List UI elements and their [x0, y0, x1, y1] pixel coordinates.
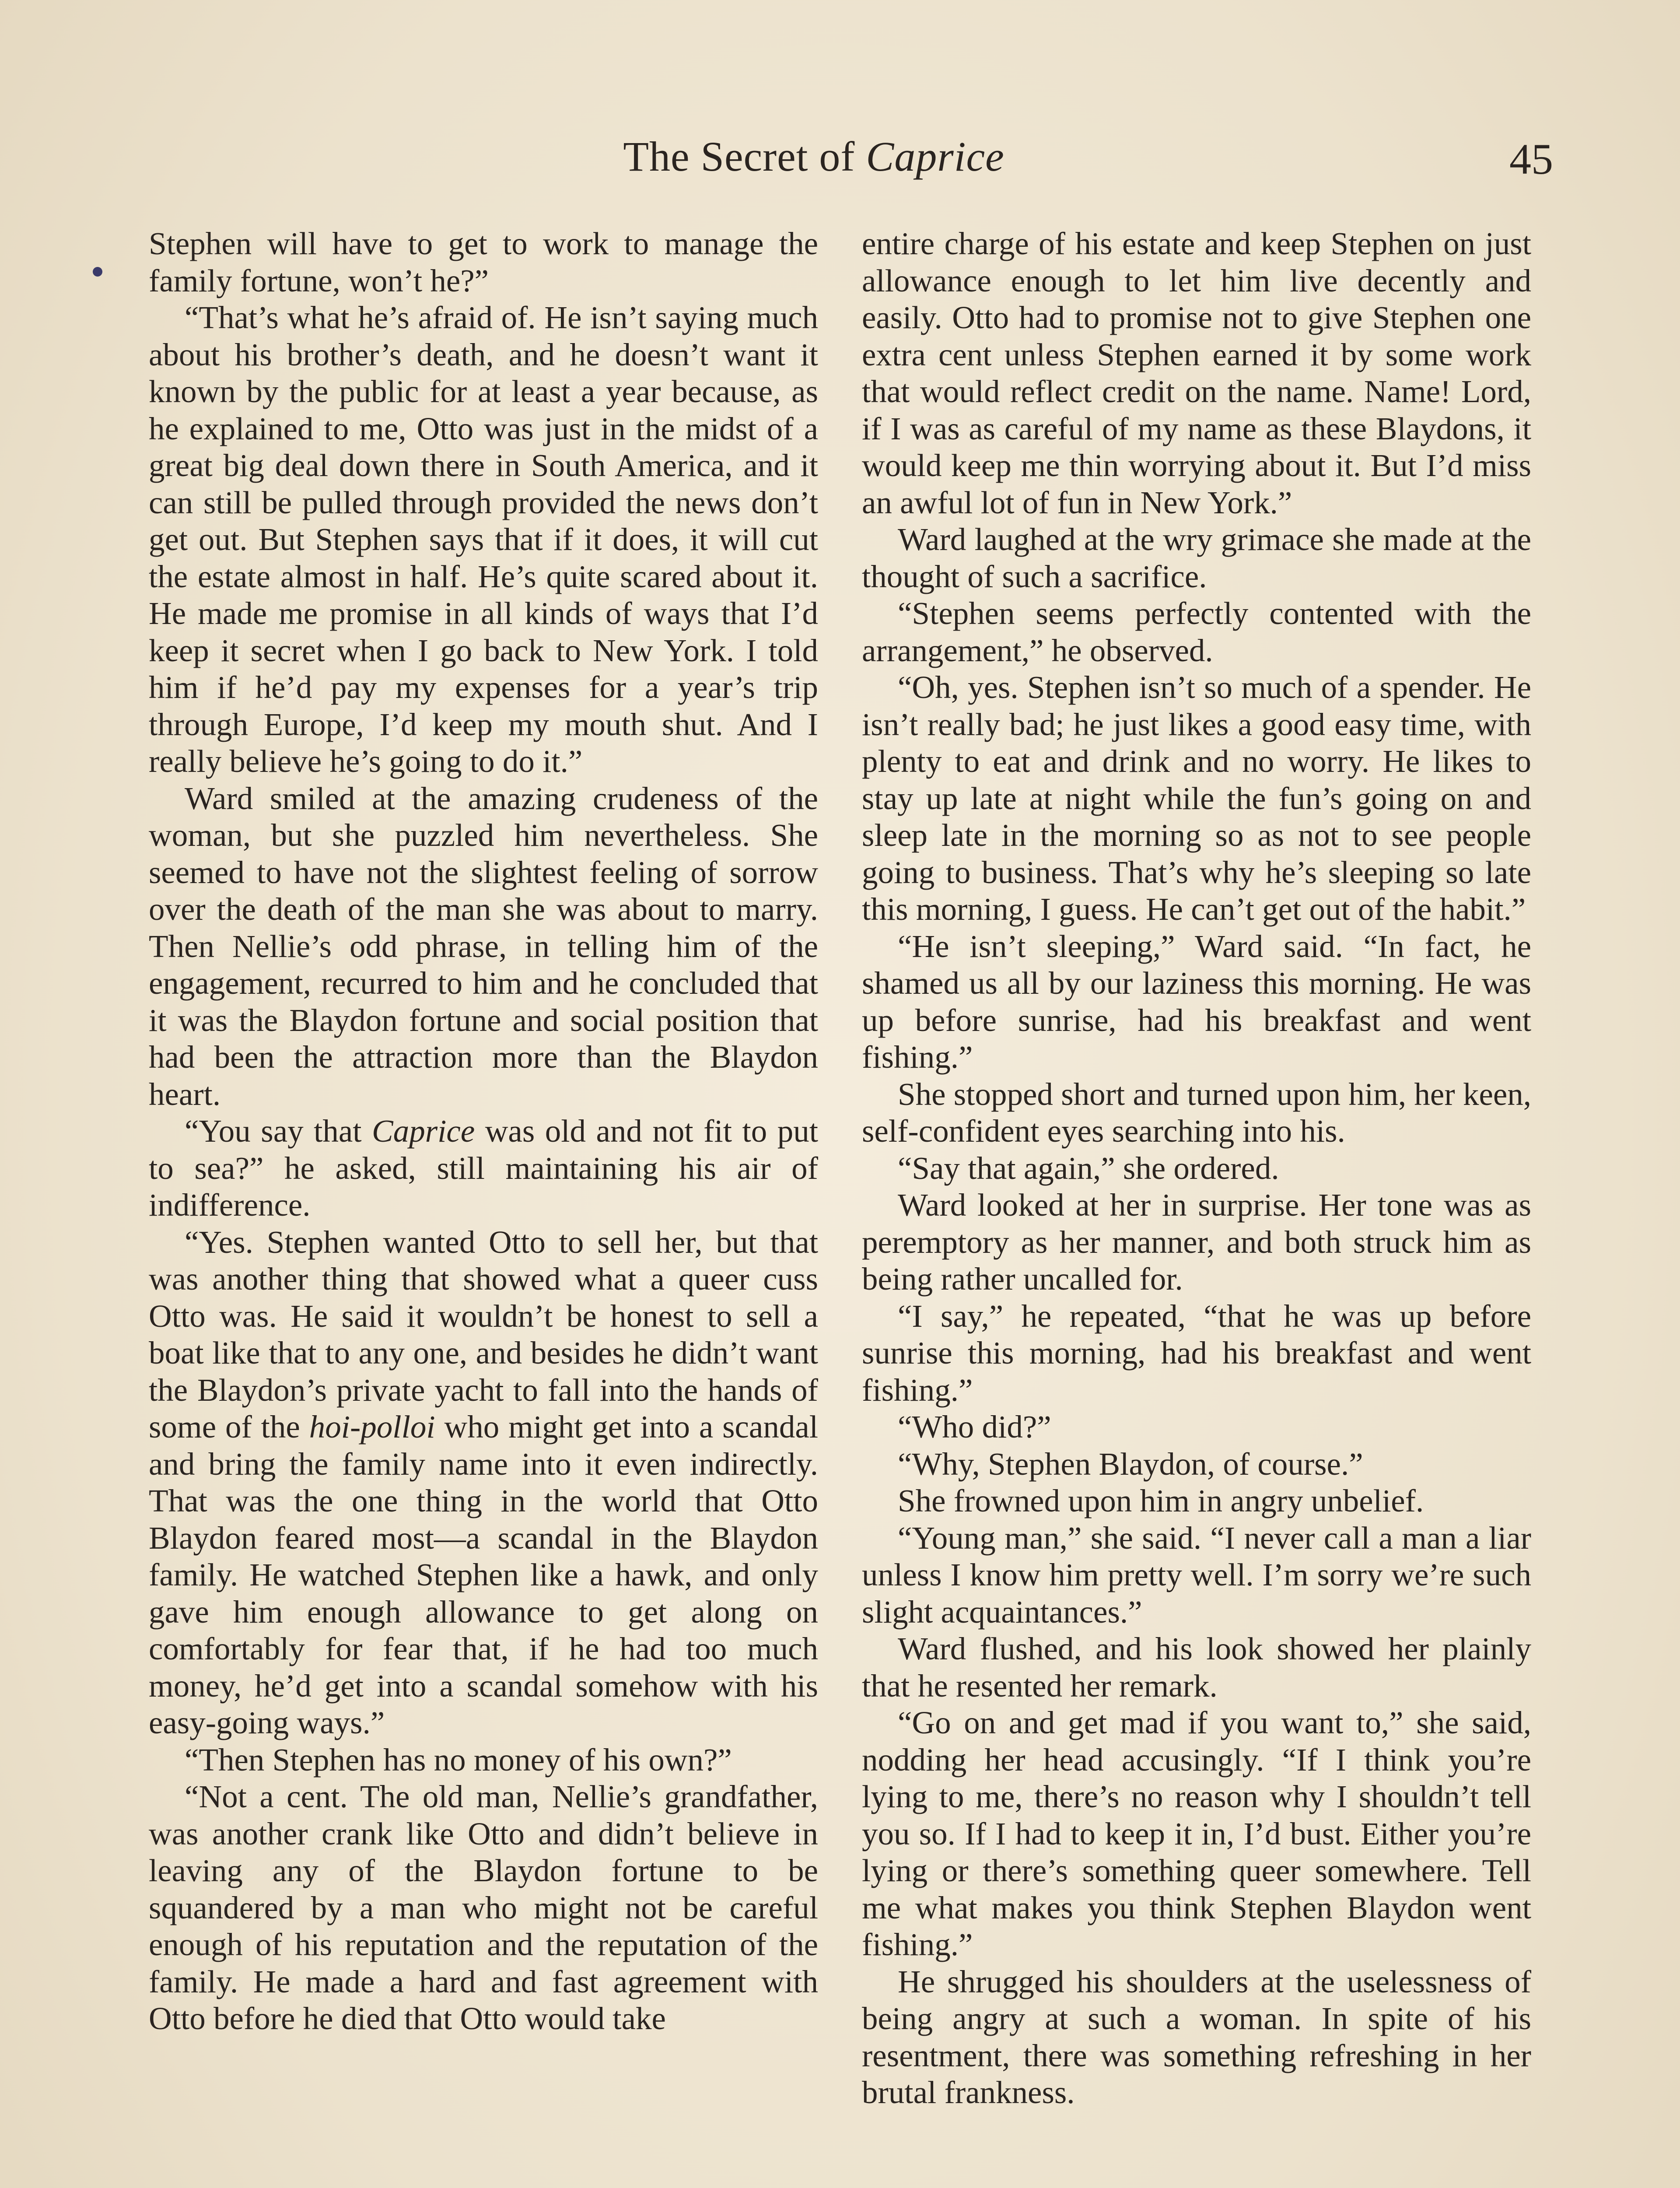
paragraph: Stephen will have to get to work to manage the family fortune, won’t he?”: [149, 226, 818, 298]
paragraph: “Stephen seems perfectly contented with the arrangement,” he observed.: [862, 596, 1531, 668]
running-title: [481, 126, 1146, 187]
paragraph-text: “Yes. Stephen wanted Otto to sell her, but that was another thing that showed what a queer cuss Otto was. He said it wouldn’t be honest to sell a boat like that to any one, and besides he didn’t want the Blaydon’s private yacht to fall into the hands of some of the: [149, 1224, 818, 1445]
paragraph: Ward laughed at the wry grimace she made at the thought of such a sacrifice.: [862, 522, 1531, 594]
running-title-italic: Caprice: [866, 133, 1004, 180]
italic-phrase: hoi-polloi: [309, 1409, 435, 1445]
paragraph: “Go on and get mad if you want to,” she said, nodding her head accusingly. “If I think you’re lying to me, there’s no reason why I shouldn’t tell you so. If I had to keep it in, I’d bust. Either you’re lying or there’s something queer somewhere. Tell me what makes you think Stephen Blaydon went fishing.”: [862, 1705, 1531, 1962]
paragraph: “Young man,” she said. “I never call a man a liar unless I know him pretty well. I’m sorry we’re such slight acquaintances.”: [862, 1520, 1531, 1630]
paragraph: “I say,” he repeated, “that he was up before sunrise this morning, had his breakfast and went fishing.”: [862, 1298, 1531, 1408]
paragraph: “Oh, yes. Stephen isn’t so much of a spender. He isn’t really bad; he just likes a good easy time, with plenty to eat and drink and no worry. He likes to stay up late at night while the fun’s going on and sleep late in the morning so as not to see people going to business. That’s why he’s sleeping so late this morning, I guess. He can’t get out of the habit.”: [862, 670, 1531, 927]
left-column: [149, 225, 818, 2037]
ink-dot: [93, 267, 102, 277]
paragraph: “That’s what he’s afraid of. He isn’t saying much about his brother’s death, and he doesn’t want it known by the public for at least a year because, as he explained to me, Otto was just in the midst of a great big deal down there in South America, and it can still be pulled through provided the news don’t get out. But Stephen says that if it does, it will cut the estate almost in half. He’s quite scared about it. He made me promise in all kinds of ways that I’d keep it secret when I go back to New York. I told him if he’d pay my expenses for a year’s trip through Europe, I’d keep my mouth shut. And I really believe he’s going to do it.”: [149, 300, 818, 779]
paragraph: Ward looked at her in surprise. Her tone was as peremptory as her manner, and both struck him as being rather uncalled for.: [862, 1187, 1531, 1297]
running-title-text: The Secret of: [623, 133, 866, 180]
paragraph: “Not a cent. The old man, Nellie’s grandfather, was another crank like Otto and didn’t believe in leaving any of the Blaydon fortune to be squandered by a man who might not be careful enough of his reputation and the reputation of the family. He made a hard and fast agreement with Otto before he died that Otto would take: [149, 1779, 818, 2036]
paragraph: She frowned upon him in angry unbelief.: [898, 1483, 1424, 1518]
paragraph-text: was old and not fit to put to sea?” he asked, still maintaining his air of indifference.: [149, 1113, 818, 1223]
italic-yacht-name: Caprice: [372, 1113, 475, 1149]
paragraph: [149, 1113, 818, 1224]
paragraph: “Who did?”: [898, 1409, 1051, 1445]
paragraph: She stopped short and turned upon him, her keen, self-confident eyes searching into his.: [862, 1076, 1531, 1149]
paragraph: entire charge of his estate and keep Stephen on just allowance enough to let him live decently and easily. Otto had to promise not to give Stephen one extra cent unless Stephen earned it by some work that would reflect credit on the name. Name! Lord, if I was as careful of my name as these Blaydons, it would keep me thin worrying about it. But I’d miss an awful lot of fun in New York.”: [862, 226, 1531, 520]
paragraph: Ward flushed, and his look showed her plainly that he resented her remark.: [862, 1631, 1531, 1704]
paragraph: Ward smiled at the amazing crudeness of the woman, but she puzzled him nevertheless. She seemed to have not the slightest feeling of sorrow over the death of the man she was about to marry. Then Nellie’s odd phrase, in telling him of the engagement, recurred to him and he concluded that it was the Blaydon fortune and social position that had been the attraction more than the Blaydon heart.: [149, 780, 818, 1112]
paragraph: He shrugged his shoulders at the uselessness of being angry at such a woman. In spite of his resentment, there was something refreshing in her brutal frankness.: [862, 1964, 1531, 2110]
page-number: 45: [1509, 135, 1553, 183]
paragraph: “Why, Stephen Blaydon, of course.”: [898, 1446, 1363, 1482]
right-column: [862, 225, 1531, 2111]
running-head: [0, 126, 1680, 187]
paragraph: “Say that again,” she ordered.: [898, 1150, 1279, 1186]
paragraph: “Then Stephen has no money of his own?”: [185, 1742, 732, 1778]
paragraph: [149, 1224, 818, 1742]
paragraph: “He isn’t sleeping,” Ward said. “In fact, he shamed us all by our laziness this morning. He was up before sunrise, had his breakfast and went fishing.”: [862, 928, 1531, 1075]
paragraph-text: “You say that: [185, 1113, 372, 1149]
paragraph-text: who might get into a scandal and bring the family name into it even indirectly. That was the one thing in the world that Otto Blaydon feared most—a scandal in the Blaydon family. He watched Stephen like a hawk, and only gave him enough allowance to get along on comfortably for fear that, if he had too much money, he’d get into a scandal somehow with his easy-going ways.”: [149, 1409, 818, 1740]
